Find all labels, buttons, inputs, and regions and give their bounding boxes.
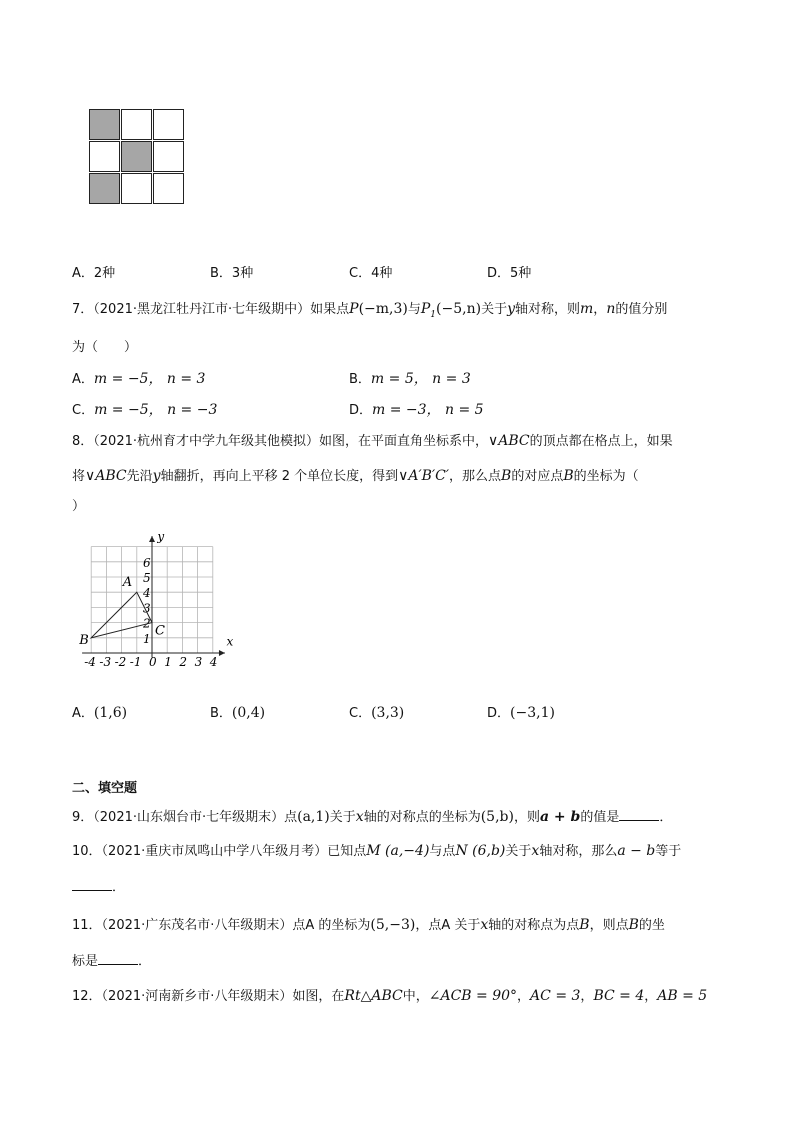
x-axis-label: x bbox=[226, 634, 234, 649]
math-var: B bbox=[501, 468, 512, 484]
q8-option-b[interactable] bbox=[210, 702, 265, 721]
option-text: m = 5， n = 3 bbox=[370, 371, 471, 387]
option-label: A． bbox=[72, 266, 94, 281]
x-tick-label: 2 bbox=[179, 655, 188, 669]
y-tick-label: 6 bbox=[143, 555, 151, 570]
option-text: 4种 bbox=[371, 266, 393, 281]
math-coord: (−5,n) bbox=[436, 301, 482, 317]
math-var: y bbox=[152, 468, 161, 484]
grid-cell bbox=[153, 141, 184, 172]
x-tick-label: -2 bbox=[114, 655, 127, 669]
x-tick-label: -1 bbox=[129, 655, 142, 669]
option-label: B． bbox=[210, 706, 232, 721]
question-text: 轴翻折，再向上平移 2 个单位长度，得到 bbox=[160, 469, 399, 484]
math-var: x bbox=[480, 917, 489, 933]
x-tick-label: 3 bbox=[194, 655, 203, 669]
math-expr: a + b bbox=[539, 809, 581, 825]
math-expr: ∨ABC bbox=[85, 468, 127, 484]
math-var: P bbox=[420, 301, 431, 317]
y-tick-label: 5 bbox=[143, 571, 151, 585]
question-text: 的坐 bbox=[638, 918, 665, 933]
math-coord: (−m,3) bbox=[358, 301, 408, 317]
answer-blank[interactable] bbox=[98, 952, 138, 965]
math-expr: AB = 5 bbox=[657, 988, 708, 1004]
math-var: x bbox=[531, 843, 540, 859]
option-text: 2种 bbox=[93, 266, 116, 281]
q11-stem bbox=[72, 914, 665, 933]
y-tick-label: 4 bbox=[143, 586, 151, 601]
q8-option-a[interactable] bbox=[72, 702, 127, 721]
question-text: ，则 bbox=[513, 810, 540, 825]
q11-stem-line2 bbox=[72, 950, 151, 969]
q10-stem bbox=[72, 840, 681, 859]
question-text: 将 bbox=[72, 469, 86, 484]
question-text: 10．（2021·重庆市凤鸣山中学八年级月考）已知点 bbox=[72, 844, 367, 859]
option-text: m = −5， n = −3 bbox=[94, 402, 218, 418]
option-label: C． bbox=[349, 266, 372, 281]
q8-option-d[interactable] bbox=[487, 702, 555, 721]
math-expr: ∨ABC bbox=[488, 433, 530, 449]
math-expr: ∠ACB = 90° bbox=[428, 988, 518, 1004]
question-text: 关于 bbox=[481, 302, 508, 317]
question-number: 7． bbox=[72, 302, 94, 317]
x-tick-label: -4 bbox=[84, 655, 96, 669]
q7-stem bbox=[72, 298, 667, 320]
question-text: 的坐标为（ bbox=[573, 469, 639, 484]
option-text: (−3,1) bbox=[510, 705, 555, 721]
option-label: C． bbox=[349, 706, 372, 721]
q6-option-c[interactable] bbox=[349, 262, 392, 281]
q8-stem-line1 bbox=[72, 430, 673, 449]
question-text: 标是 bbox=[72, 954, 99, 969]
question-text: ， bbox=[593, 302, 607, 317]
x-axis-arrow bbox=[219, 650, 225, 656]
question-text: 中， bbox=[402, 989, 429, 1004]
grid-cell bbox=[121, 109, 152, 140]
q8-coordinate-figure bbox=[70, 530, 240, 678]
option-label: D． bbox=[487, 266, 511, 281]
option-text: 5种 bbox=[510, 266, 532, 281]
x-tick-labels bbox=[84, 655, 217, 669]
q7-option-b[interactable] bbox=[349, 368, 471, 388]
math-coord: (5,−3) bbox=[370, 917, 416, 933]
question-text: 11．（2021·广东茂名市·八年级期末）点A 的坐标为 bbox=[72, 918, 371, 933]
question-text: 与点 bbox=[429, 844, 456, 859]
question-text: ． bbox=[659, 810, 673, 825]
math-var: B bbox=[628, 917, 639, 933]
q6-grid-figure bbox=[89, 109, 185, 205]
question-text: ，点A 关于 bbox=[415, 918, 481, 933]
question-text: ， bbox=[644, 989, 658, 1004]
option-label: B． bbox=[349, 372, 371, 387]
math-sub: 1 bbox=[430, 309, 437, 320]
question-text: 的顶点都在格点上，如果 bbox=[529, 434, 673, 449]
option-label: D． bbox=[487, 706, 511, 721]
question-text: ，那么点 bbox=[449, 469, 502, 484]
question-text: 关于 bbox=[505, 844, 532, 859]
math-var: P bbox=[349, 301, 359, 317]
question-text: 9．（2021·山东烟台市·七年级期末）点 bbox=[72, 810, 298, 825]
option-label: D． bbox=[349, 403, 373, 418]
q6-option-b[interactable] bbox=[210, 262, 253, 281]
x-tick-label: -3 bbox=[99, 655, 112, 669]
question-text: ． bbox=[112, 880, 126, 895]
grid-cell bbox=[89, 109, 120, 140]
section-heading: 二、填空题 bbox=[72, 781, 138, 796]
option-label: B． bbox=[210, 266, 232, 281]
question-text: ， bbox=[517, 989, 531, 1004]
math-coord: (a,1) bbox=[297, 809, 330, 825]
grid-cell bbox=[89, 173, 120, 204]
math-expr: a − b bbox=[617, 843, 656, 859]
option-label: C． bbox=[72, 403, 95, 418]
question-text: 轴对称，则 bbox=[515, 302, 581, 317]
math-expr: AC = 3 bbox=[530, 988, 581, 1004]
question-text: 轴对称，那么 bbox=[539, 844, 618, 859]
question-text: 轴的对称点为点 bbox=[488, 918, 580, 933]
question-text: 等于 bbox=[655, 844, 682, 859]
y-tick-label: 2 bbox=[143, 616, 151, 631]
answer-blank[interactable] bbox=[72, 878, 112, 891]
q8-stem-line2 bbox=[72, 465, 639, 484]
q7-stem-line2: 为（ ） bbox=[72, 340, 138, 355]
math-expr: ∨A′B′C′ bbox=[398, 468, 450, 484]
question-text: 的值分别 bbox=[615, 302, 668, 317]
option-label: A． bbox=[72, 372, 94, 387]
q8-option-c[interactable] bbox=[349, 702, 404, 721]
math-expr: BC = 4 bbox=[593, 988, 645, 1004]
grid-cell bbox=[153, 109, 184, 140]
option-text: m = −5， n = 3 bbox=[93, 371, 206, 387]
option-label: A． bbox=[72, 706, 94, 721]
math-expr: N (6,b) bbox=[455, 843, 506, 859]
grid-cell bbox=[153, 173, 184, 204]
question-text: 关于 bbox=[329, 810, 356, 825]
math-expr: M (a,−4) bbox=[366, 843, 430, 859]
x-tick-label: 4 bbox=[209, 655, 218, 669]
question-text: 的值是 bbox=[580, 810, 620, 825]
option-text: (3,3) bbox=[371, 705, 405, 721]
question-text: 的对应点 bbox=[511, 469, 564, 484]
math-var: m bbox=[580, 301, 594, 317]
math-expr: Rt△ABC bbox=[344, 988, 403, 1004]
grid-cell bbox=[89, 141, 120, 172]
y-tick-labels bbox=[142, 556, 151, 646]
y-tick-label: 1 bbox=[143, 631, 151, 646]
math-var: x bbox=[355, 809, 364, 825]
q7-option-d[interactable] bbox=[349, 399, 484, 419]
q8-stem-line3: ） bbox=[72, 499, 86, 514]
point-label-b: B bbox=[79, 632, 89, 648]
q12-stem bbox=[72, 985, 707, 1004]
question-text: 与 bbox=[407, 302, 421, 317]
q10-stem-line2 bbox=[72, 876, 125, 895]
math-var: y bbox=[507, 301, 515, 317]
question-text: ，则点 bbox=[589, 918, 629, 933]
answer-blank[interactable] bbox=[619, 808, 659, 821]
grid-cell bbox=[121, 141, 152, 172]
math-expr bbox=[349, 301, 408, 317]
grid-cell bbox=[121, 173, 152, 204]
x-tick-label: 1 bbox=[164, 655, 172, 669]
x-tick-label: 0 bbox=[149, 655, 157, 669]
q6-option-d[interactable] bbox=[487, 262, 531, 281]
q6-option-a[interactable] bbox=[72, 262, 115, 281]
point-label-a: A bbox=[122, 575, 133, 591]
q9-stem bbox=[72, 806, 672, 825]
q7-option-c[interactable] bbox=[72, 399, 217, 419]
y-axis-arrow bbox=[149, 536, 155, 542]
math-var: B bbox=[579, 917, 590, 933]
question-text: 12．（2021·河南新乡市·八年级期末）如图，在 bbox=[72, 989, 345, 1004]
math-expr bbox=[420, 301, 482, 320]
math-var: B bbox=[563, 468, 574, 484]
point-label-c: C bbox=[155, 623, 165, 639]
question-text: 轴的对称点的坐标为 bbox=[363, 810, 481, 825]
question-text: （2021·黑龙江牡丹江市·七年级期中）如果点 bbox=[93, 302, 350, 317]
option-text: m = −3， n = 5 bbox=[372, 402, 484, 418]
option-text: (0,4) bbox=[231, 705, 266, 721]
q7-option-a[interactable] bbox=[72, 368, 205, 388]
question-text: ． bbox=[138, 954, 152, 969]
question-text: ， bbox=[580, 989, 594, 1004]
question-text: 8．（2021·杭州育才中学九年级其他模拟）如图，在平面直角坐标系中， bbox=[72, 434, 488, 449]
math-var: n bbox=[606, 301, 616, 317]
question-text: 先沿 bbox=[126, 469, 153, 484]
y-tick-label: 3 bbox=[143, 601, 151, 616]
option-text: 3种 bbox=[231, 266, 254, 281]
option-text: (1,6) bbox=[93, 705, 128, 721]
y-axis-label: y bbox=[157, 530, 165, 544]
math-coord: (5,b) bbox=[480, 809, 514, 825]
